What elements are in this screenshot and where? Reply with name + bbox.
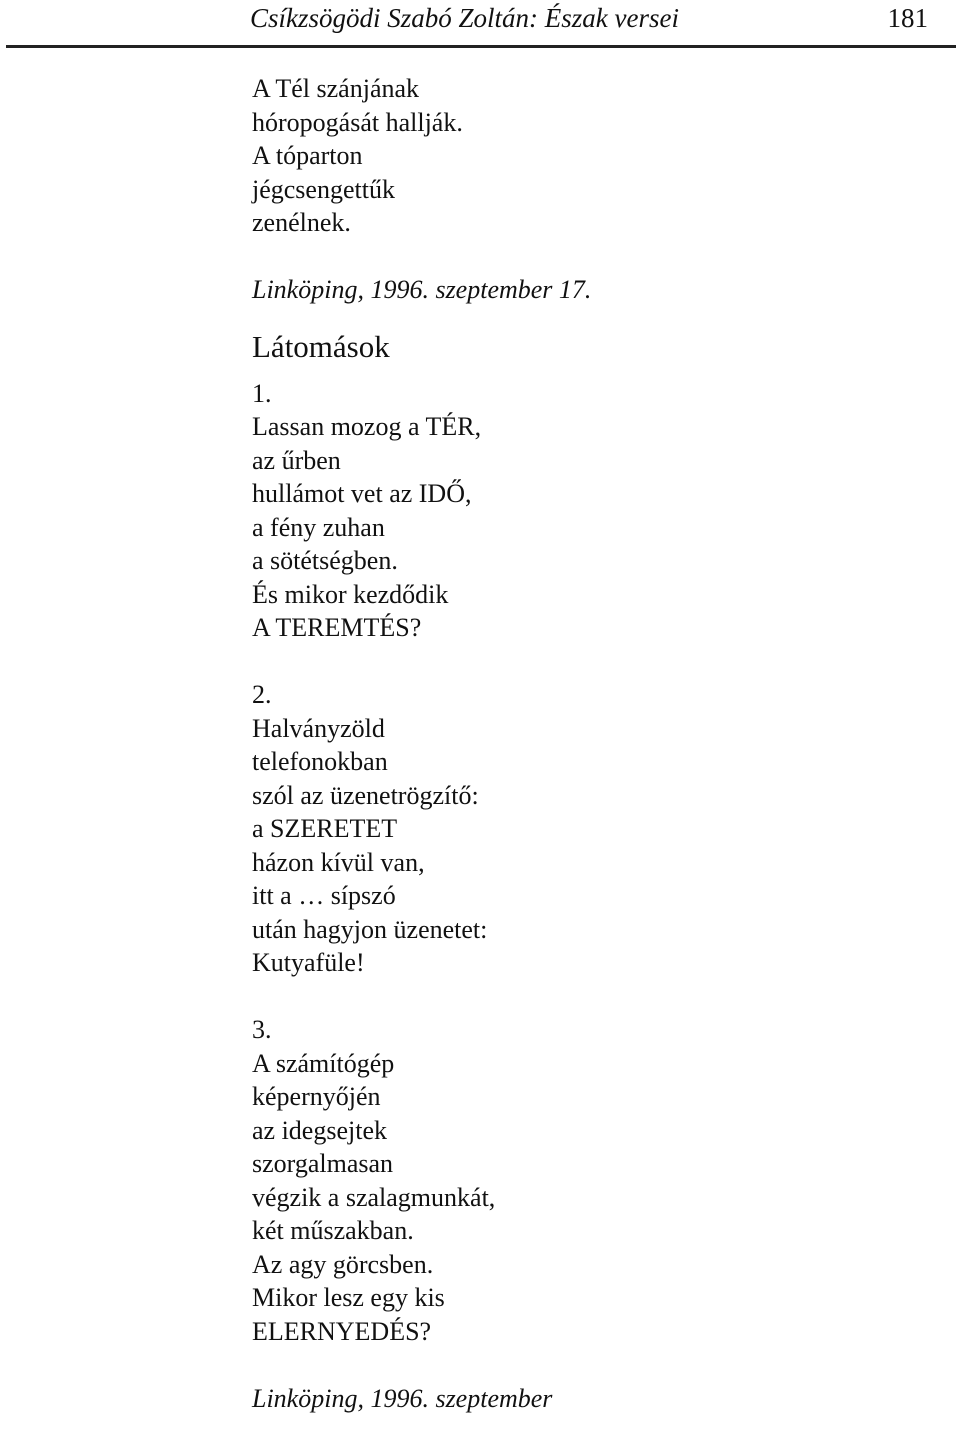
poem-line: ELERNYEDÉS? [252,1316,432,1346]
poem-line: hóropogását hallják. [252,107,463,137]
poem-line: hullámot vet az IDŐ, [252,479,472,508]
poem-line: Az agy görcsben. [252,1249,434,1279]
poem-line: Halványzöld [252,713,385,743]
section-1 [252,377,932,645]
page-header [0,0,960,48]
poem-line: Kutyafüle! [252,948,365,977]
page-number: 181 [887,3,928,33]
poem-line: Lassan mozog a TÉR, [252,412,482,441]
poem-line: az űrben [252,445,341,475]
poem-line: zenélnek. [252,208,351,237]
stanza-gap [252,980,932,1014]
stanza-gap [252,645,932,679]
poem-date: Linköping, 1996. szeptember 17. [252,275,592,304]
stanza-gap [252,1348,932,1382]
poem-content [252,72,932,1415]
poem-line: szól az üzenetrögzítő: [252,780,479,810]
poem-line: A tóparton [252,141,363,170]
poem-line: házon kívül van, [252,847,425,877]
header-divider [6,45,956,48]
poem-line: jégcsengettűk [252,174,395,204]
poem-line: És mikor kezdődik [252,579,449,609]
section-2 [252,678,932,980]
poem-line: szorgalmasan [252,1149,394,1178]
poem-line: a sötétségben. [252,546,398,575]
poem-line: Mikor lesz egy kis [252,1283,445,1312]
section-number: 2. [252,680,272,709]
poem-line: két műszakban. [252,1216,414,1245]
poem-line: A Tél szánjának [252,74,420,103]
running-header-title: Csíkzsögödi Szabó Zoltán: Észak versei [250,3,679,33]
poem-line: a SZERETET [252,814,398,843]
poem-line: A TEREMTÉS? [252,613,422,642]
poem-line: az idegsejtek [252,1115,387,1145]
intro-stanza [252,72,932,240]
stanza-gap [252,240,932,274]
poem-line: A számítógép [252,1048,395,1078]
poem-line: végzik a szalagmunkát, [252,1182,496,1212]
poem-line: telefonokban [252,747,388,776]
poem-line: után hagyjon üzenetet: [252,914,488,944]
poem-title: Látomások [252,328,390,364]
section-number: 3. [252,1015,272,1044]
poem-date-final: Linköping, 1996. szeptember [252,1383,553,1413]
section-number: 1. [252,378,272,408]
section-3 [252,1013,932,1348]
poem-line: a fény zuhan [252,512,385,542]
poem-line: itt a … sípszó [252,881,396,910]
poem-line: képernyőjén [252,1082,381,1111]
